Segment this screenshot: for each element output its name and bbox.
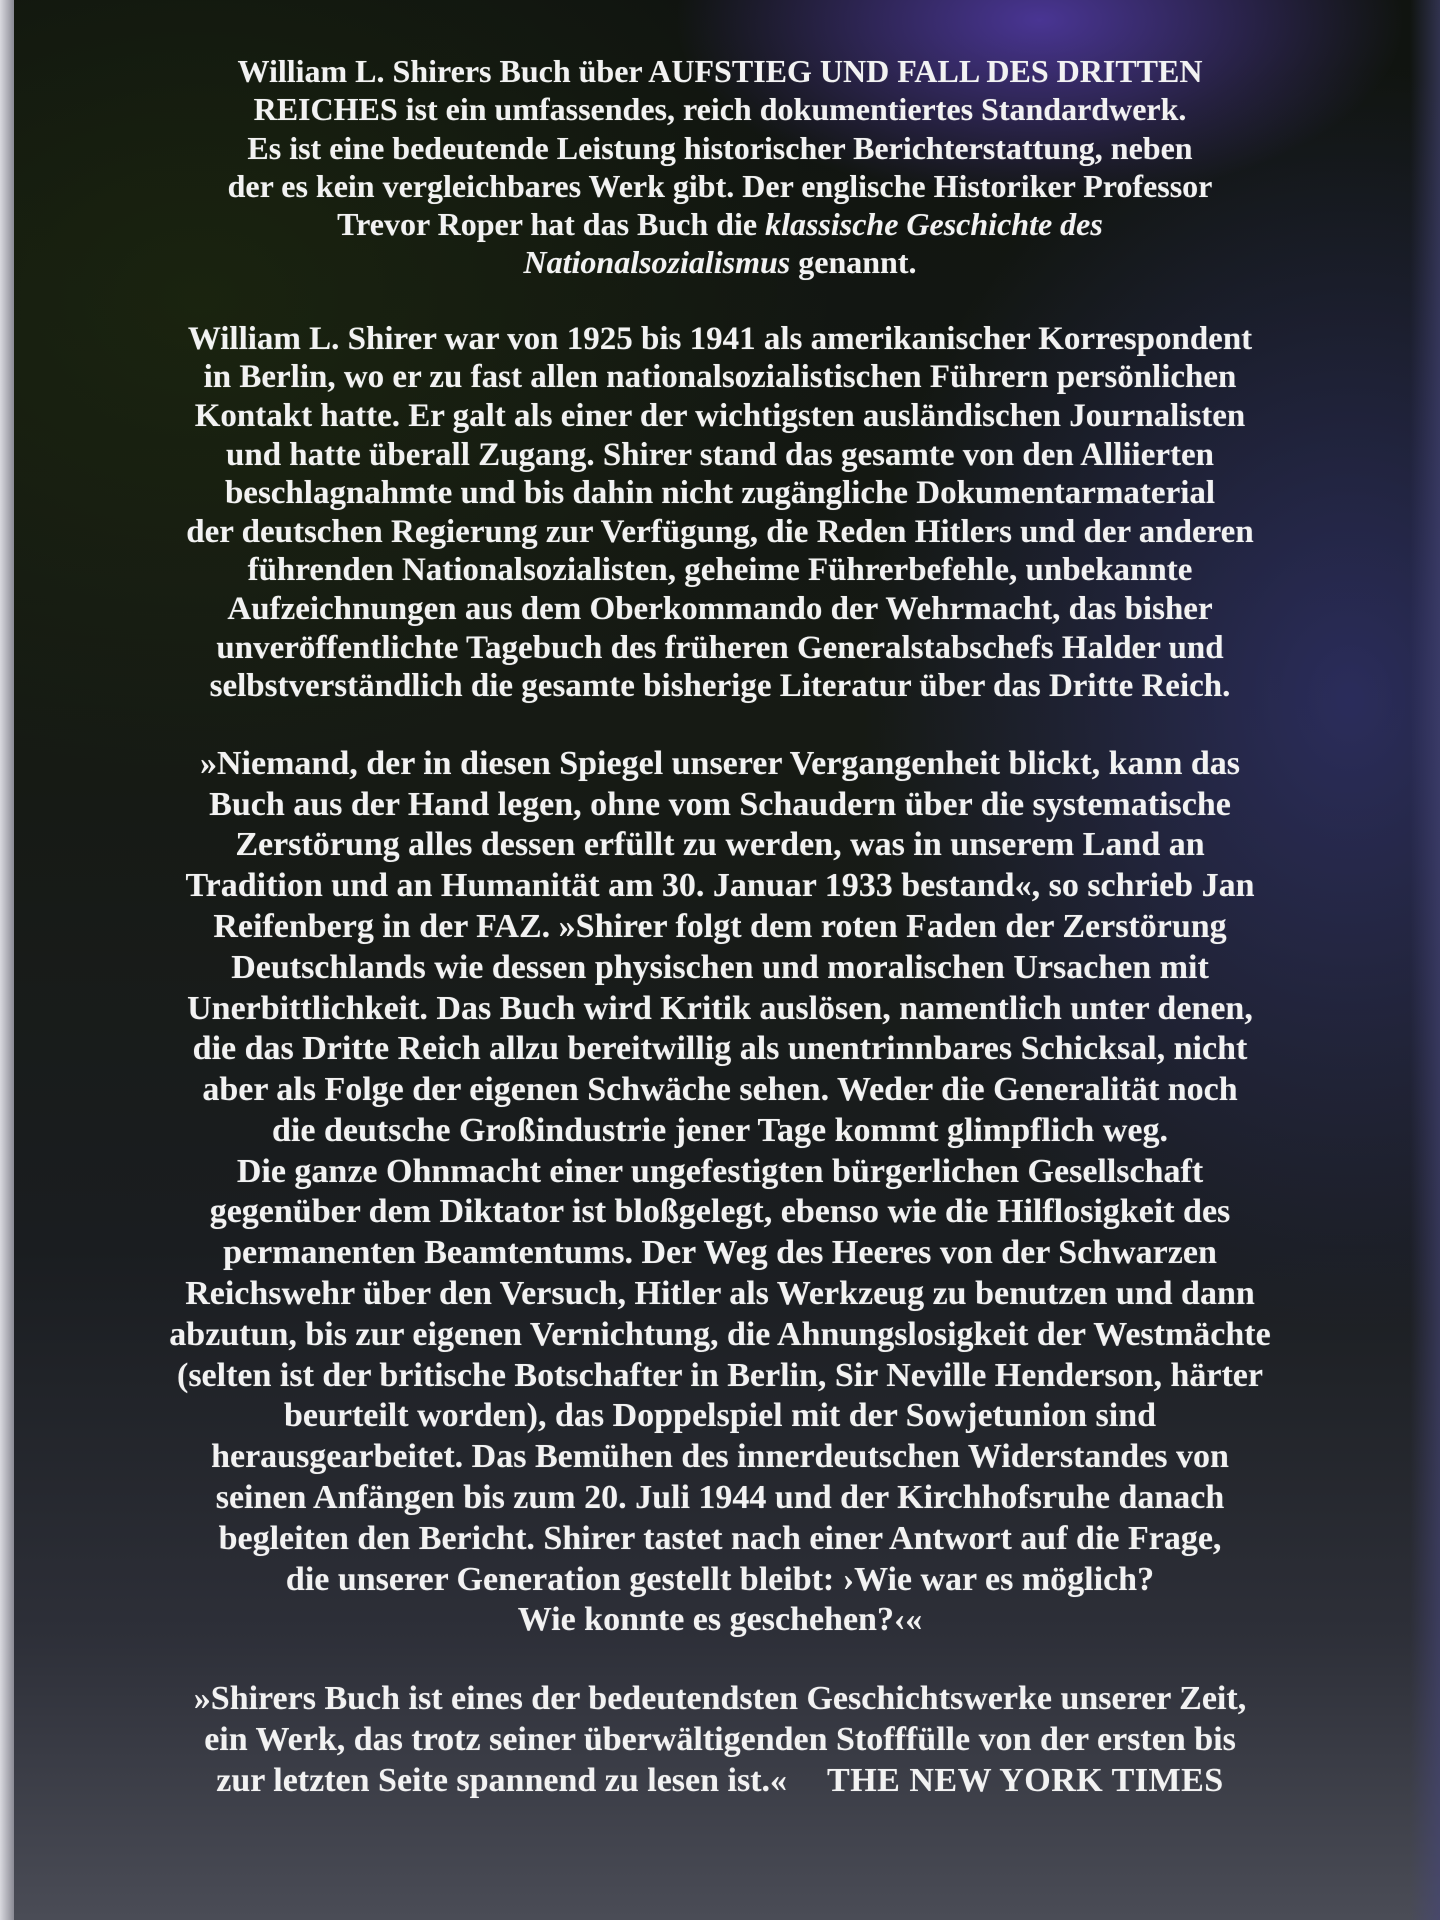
text-line: der deutschen Regierung zur Verfügung, die Reden Hitlers und der anderen [186,513,1254,550]
text-line: permanenten Beamtentums. Der Weg des Heeres von der Schwarzen [223,1234,1217,1272]
text-line: Es ist eine bedeutende Leistung historischer Berichterstattung, neben [247,129,1193,166]
text-line: seinen Anfängen bis zum 20. Juli 1944 und der Kirchhofsruhe danach [215,1479,1225,1517]
text-line: die unserer Generation gestellt bleibt: ›Wie war es möglich? [285,1560,1155,1598]
text-line: aber als Folge der eigenen Schwäche sehen. Weder die Generalität noch [202,1071,1238,1109]
text-line: »Niemand, der in diesen Spiegel unserer Vergangenheit blickt, kann das [200,744,1240,782]
text-line [50,205,1390,243]
text-line: Wie konnte es geschehen?‹« [517,1601,923,1639]
text-line: Buch aus der Hand legen, ohne vom Schaudern über die systematische [209,785,1231,823]
text-line: abzutun, bis zur eigenen Vernichtung, die Ahnungslosigkeit der Westmächte [169,1315,1271,1353]
text-line: beurteilt worden), das Doppelspiel mit der Sowjetunion sind [283,1397,1157,1435]
text-line: beschlagnahmte und bis dahin nicht zugängliche Dokumentarmaterial [224,475,1216,512]
text-line: führenden Nationalsozialisten, geheime Führerbefehle, unbekannte [247,552,1193,589]
text-line: (selten ist der britische Botschafter in Berlin, Sir Neville Henderson, härter [177,1356,1263,1394]
back-cover-text [50,52,1390,1802]
text-line [50,243,1390,281]
text-line: Die ganze Ohnmacht einer ungefestigten bürgerlichen Gesellschaft [236,1152,1204,1190]
book-spine-edge [0,0,14,1920]
text-line: selbstverständlich die gesamte bisherige Literatur über das Dritte Reich. [209,668,1231,705]
quote-source: THE NEW YORK TIMES [827,1761,1224,1799]
text-line [50,1761,1390,1802]
text-segment: genannt. [790,244,917,281]
italic-segment: Nationalsozialismus [523,244,791,281]
text-line: und hatte überall Zugang. Shirer stand das gesamte von den Alliierten [226,436,1214,473]
text-segment: Trevor Roper hat das Buch die [337,206,766,243]
text-line: REICHES ist ein umfassendes, reich dokumentiertes Standardwerk. [253,91,1187,128]
italic-segment: klassische Geschichte des [765,206,1103,243]
review-quote-nyt [50,1679,1390,1801]
text-line: Reifenberg in der FAZ. »Shirer folgt dem roten Faden der Zerstörung [213,907,1227,945]
text-segment: zur letzten Seite spannend zu lesen ist.« [216,1761,788,1799]
text-line: Tradition und an Humanität am 30. Januar 1933 bestand«, so schrieb Jan [185,867,1255,905]
text-line: Aufzeichnungen aus dem Oberkommando der Wehrmacht, das bisher [227,590,1213,627]
text-line: herausgearbeitet. Das Bemühen des innerdeutschen Widerstandes von [211,1438,1229,1476]
book-cover-edge [1410,0,1440,1920]
text-line: Deutschlands wie dessen physischen und moralischen Ursachen mit [231,948,1209,986]
author-paragraph [50,320,1390,706]
text-line: Unerbittlichkeit. Das Buch wird Kritik auslösen, namentlich unter denen, [187,989,1253,1027]
text-line: die das Dritte Reich allzu bereitwillig als unentrinnbares Schicksal, nicht [192,1030,1248,1068]
text-line: die deutsche Großindustrie jener Tage kommt glimpflich weg. [272,1111,1168,1149]
text-line: William L. Shirer war von 1925 bis 1941 als amerikanischer Korrespondent [187,320,1253,357]
text-line: ein Werk, das trotz seiner überwältigenden Stofffülle von der ersten bis [204,1721,1236,1759]
text-line: William L. Shirers Buch über AUFSTIEG UND FALL DES DRITTEN [237,53,1203,89]
text-line: Zerstörung alles dessen erfüllt zu werden, was in unserem Land an [235,826,1205,864]
review-quote-faz [50,744,1390,1642]
intro-paragraph [50,52,1390,282]
text-line: Reichswehr über den Versuch, Hitler als Werkzeug zu benutzen und dann [185,1275,1255,1313]
text-line: »Shirers Buch ist eines der bedeutendsten Geschichtswerke unserer Zeit, [193,1680,1247,1718]
text-line: unveröffentlichte Tagebuch des früheren Generalstabschefs Halder und [216,629,1224,666]
text-line: in Berlin, wo er zu fast allen nationalsozialistischen Führern persönlichen [203,359,1237,396]
text-line: Kontakt hatte. Er galt als einer der wichtigsten ausländischen Journalisten [194,397,1246,434]
text-line: der es kein vergleichbares Werk gibt. Der englische Historiker Professor [227,167,1213,204]
text-line: gegenüber dem Diktator ist bloßgelegt, ebenso wie die Hilflosigkeit des [209,1193,1231,1231]
text-line: begleiten den Bericht. Shirer tastet nach einer Antwort auf die Frage, [218,1519,1222,1557]
